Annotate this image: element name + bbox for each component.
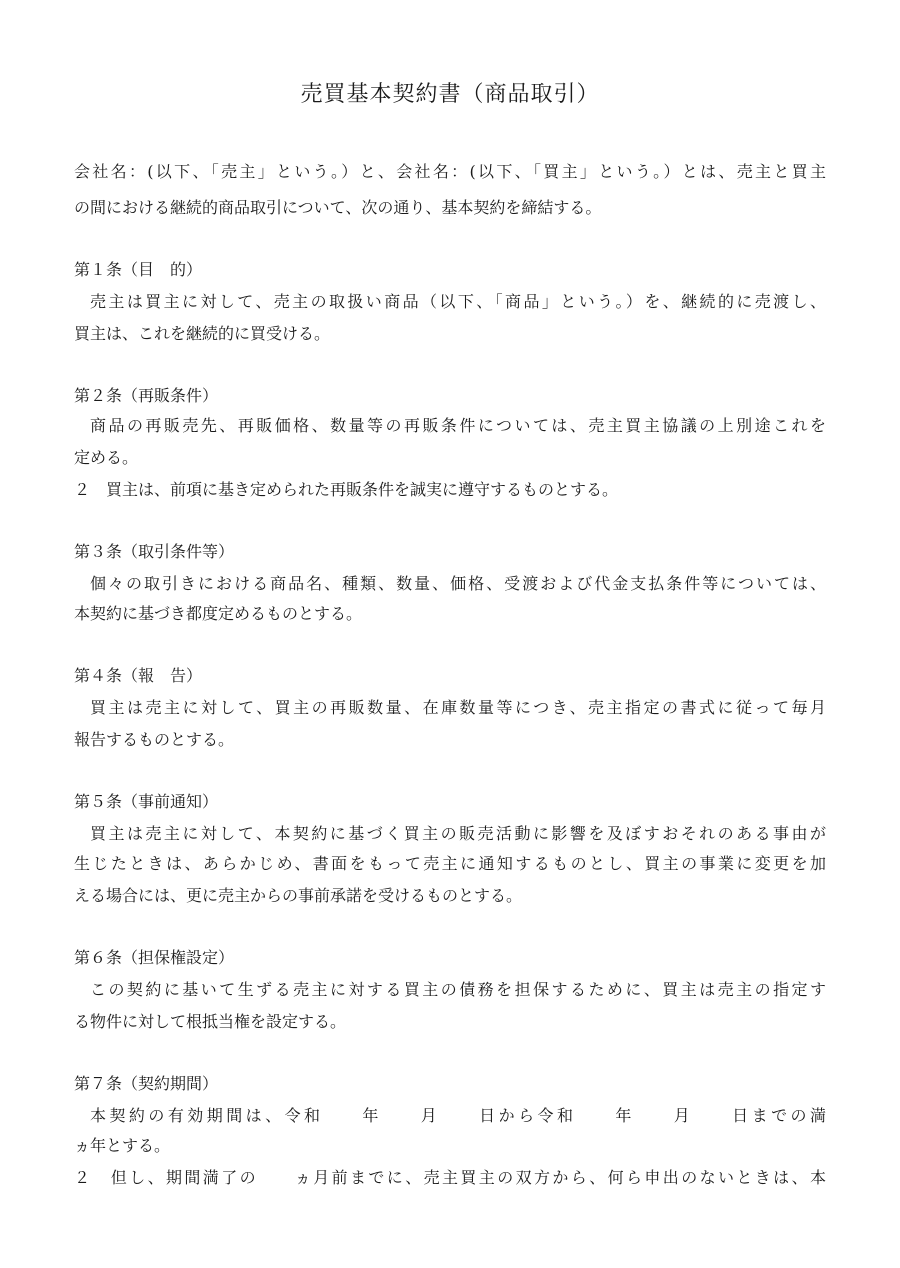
- preamble-line: 会社名：(以下、「売主」という。）と、会社名：(以下、「買主」という。）とは、売主と買主: [74, 162, 826, 181]
- article-2-line: 商品の再販売先、再販価格、数量等の再販条件については、売主買主協議の上別途これを: [90, 416, 826, 435]
- preamble-line: の間における継続的商品取引について、次の通り、基本契約を締結する。: [74, 198, 602, 217]
- article-7-line: 本契約の有効期間は、令和 年 月 日から令和 年 月 日までの満: [90, 1106, 826, 1125]
- article-5-line: 生じたときは、あらかじめ、書面をもって売主に通知するものとし、買主の事業に変更を加: [74, 854, 826, 873]
- article-7-heading: 第７条（契約期間）: [74, 1074, 219, 1093]
- article-5-heading: 第５条（事前通知）: [74, 792, 219, 811]
- article-6-line: る物件に対して根抵当権を設定する。: [74, 1012, 347, 1031]
- article-7-clause-2: ２ 但し、期間満了の ヵ月前までに、売主買主の双方から、何ら申出のないときは、本: [74, 1168, 826, 1187]
- article-6-line: この契約に基いて生ずる売主に対する買主の債務を担保するために、買主は売主の指定す: [90, 980, 826, 999]
- article-3-heading: 第３条（取引条件等）: [74, 542, 235, 561]
- article-2-line: 定める。: [74, 448, 139, 467]
- article-3-line: 個々の取引きにおける商品名、種類、数量、価格、受渡および代金支払条件等については、: [90, 574, 826, 593]
- article-3-line: 本契約に基づき都度定めるものとする。: [74, 604, 363, 623]
- article-4-line: 買主は売主に対して、買主の再販数量、在庫数量等につき、売主指定の書式に従って毎月: [90, 698, 826, 717]
- article-1-heading: 第１条（目 的）: [74, 260, 203, 279]
- article-1-line: 売主は買主に対して、売主の取扱い商品（以下、「商品」という。）を、継続的に売渡し、: [90, 292, 826, 311]
- article-1-line: 買主は、これを継続的に買受ける。: [74, 324, 331, 343]
- article-2-clause-2: ２ 買主は、前項に基き定められた再販条件を誠実に遵守するものとする。: [74, 480, 619, 499]
- article-5-line: える場合には、更に売主からの事前承諾を受けるものとする。: [74, 886, 523, 905]
- document-title: 売買基本契約書（商品取引）: [300, 82, 600, 107]
- article-4-heading: 第４条（報 告）: [74, 666, 203, 685]
- article-6-heading: 第６条（担保権設定）: [74, 948, 235, 967]
- article-7-line: ヵ年とする。: [74, 1136, 171, 1155]
- article-5-line: 買主は売主に対して、本契約に基づく買主の販売活動に影響を及ぼすおそれのある事由が: [90, 824, 826, 843]
- article-4-line: 報告するものとする。: [74, 730, 235, 749]
- article-2-heading: 第２条（再販条件）: [74, 386, 219, 405]
